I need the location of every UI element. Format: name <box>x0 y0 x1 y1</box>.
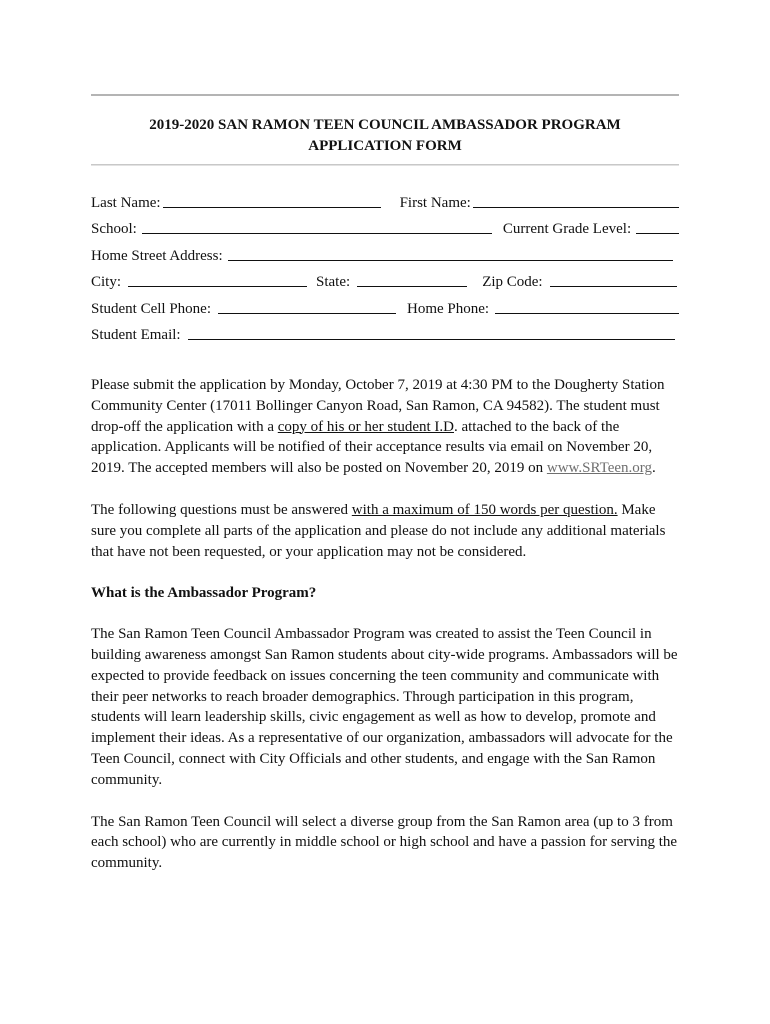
student-id-note: copy of his or her student I.D <box>277 418 454 435</box>
name-row <box>91 185 679 212</box>
selection-description: The San Ramon Teen Council will select a diverse group from the San Ramon area (up to 3 from each school) who are currently in middle school or high school and have a passion for serving the community. <box>91 813 678 872</box>
cell-label: Student Cell Phone: <box>91 300 211 317</box>
word-limit-note: with a maximum of 150 words per question. <box>351 501 618 518</box>
first-name-label: First Name: <box>399 194 471 211</box>
city-field[interactable] <box>128 271 307 287</box>
form-title <box>91 115 679 157</box>
first-name-field[interactable] <box>473 192 679 208</box>
submission-text-2: . attached to the back of the application. Applicants will be notified of their acceptance results via email on November 20, 2019. The accepted members will also be posted on November 20, 2019 on <box>91 418 653 477</box>
street-row <box>91 238 679 265</box>
home-phone-label: Home Phone: <box>407 300 490 317</box>
city-row <box>91 265 679 292</box>
state-field[interactable] <box>357 271 467 287</box>
questions-note-text-2: Make sure you complete all parts of the application and please do not include any additional materials that have not been requested, or your application may not be considered. <box>91 501 666 560</box>
srteen-link[interactable]: www.SRTeen.org <box>546 460 652 477</box>
home-phone-field[interactable] <box>495 298 679 314</box>
zip-field[interactable] <box>550 271 677 287</box>
form-title-line2: APPLICATION FORM <box>308 138 462 154</box>
document-page <box>91 94 679 874</box>
last-name-label: Last Name: <box>91 194 161 211</box>
ambassador-description: The San Ramon Teen Council Ambassador Program was created to assist the Teen Council in building awareness amongst San Ramon students about city-wide programs. Ambassadors will be expected to provide feedback on issues concerning the teen community and communicate with their peer networks to reach broader demographics. Through participation in this program, students will learn leadership skills, civic engagement as well as how to develop, promote and implement their ideas. As a representative of our organization, ambassadors will advocate for the Teen Council, connect with City Officials and other students, and engage with the San Ramon community. <box>91 626 678 788</box>
cell-phone-field[interactable] <box>218 298 396 314</box>
title-rule <box>91 164 679 166</box>
top-rule <box>91 94 679 96</box>
applicant-fields <box>91 185 679 344</box>
zip-label: Zip Code: <box>482 274 543 290</box>
street-label: Home Street Address: <box>91 247 223 264</box>
questions-note-paragraph <box>91 500 679 562</box>
city-label: City: <box>91 274 122 290</box>
ambassador-heading: What is the Ambassador Program? <box>91 585 317 602</box>
grade-label: Current Grade Level: <box>502 221 632 237</box>
state-label: State: <box>316 274 351 290</box>
last-name-field[interactable] <box>163 192 381 208</box>
questions-note-text-1: The following questions must be answered <box>91 501 352 518</box>
street-field[interactable] <box>228 245 673 261</box>
form-title-line1: 2019-2020 SAN RAMON TEEN COUNCIL AMBASSADOR PROGRAM <box>149 117 621 133</box>
email-label: Student Email: <box>91 327 181 343</box>
grade-field[interactable] <box>636 218 679 234</box>
submission-text-3: . <box>652 460 656 477</box>
submission-text-1: Please submit the application by Monday, October 7, 2019 at 4:30 PM to the Dougherty Station Community Center (17011 Bollinger Canyon Road, San Ramon, CA 94582). The student must drop-off the application with a <box>91 377 665 435</box>
email-field[interactable] <box>188 324 675 340</box>
school-label: School: <box>91 221 137 237</box>
school-row <box>91 212 679 239</box>
email-row <box>91 318 679 345</box>
school-field[interactable] <box>142 218 492 234</box>
submission-paragraph <box>91 375 679 479</box>
phone-row <box>91 291 679 318</box>
